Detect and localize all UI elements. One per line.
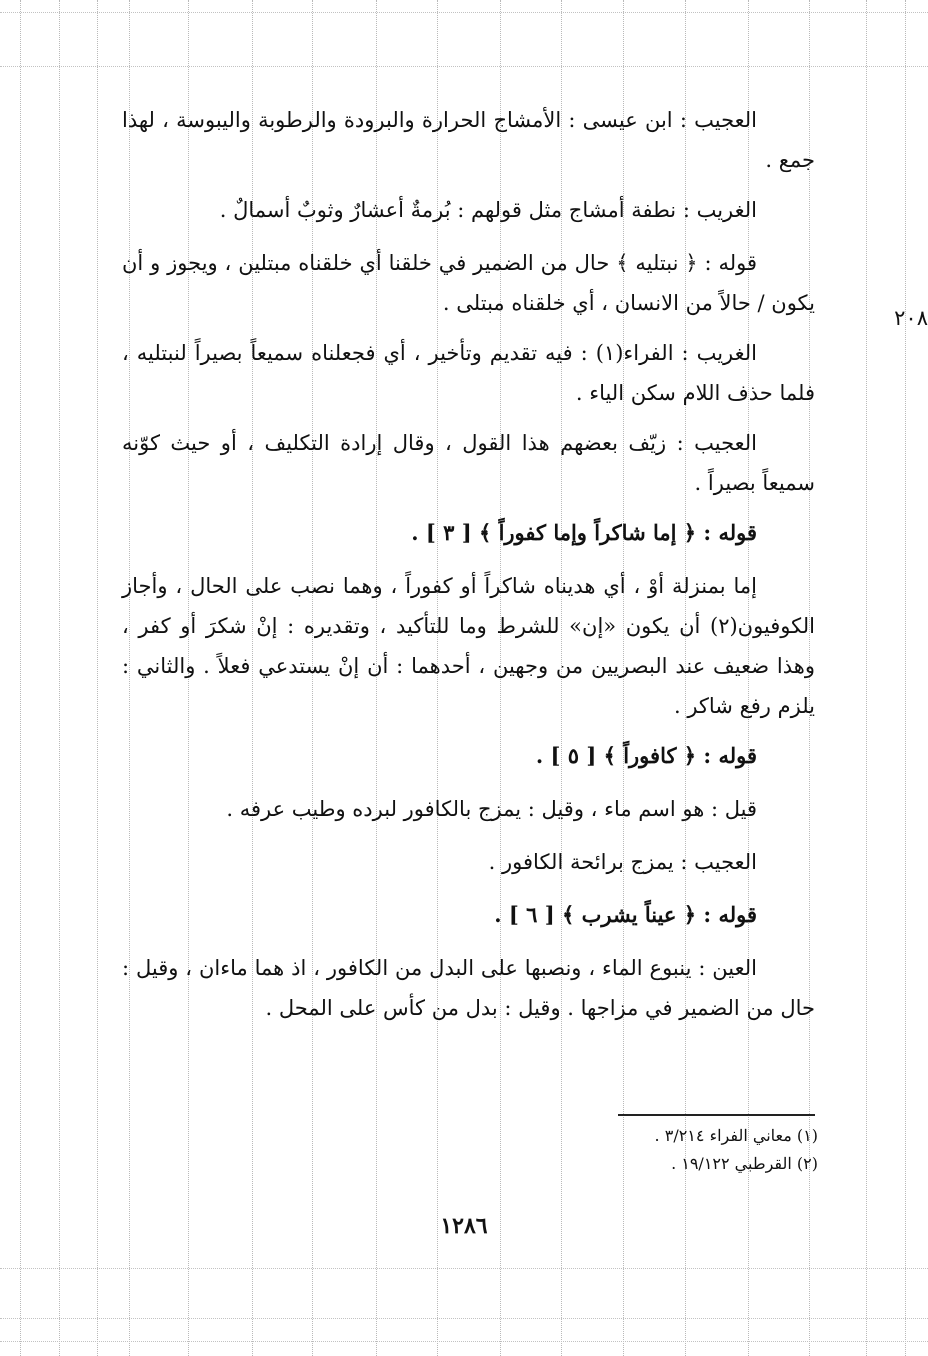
paragraph: العجيب : زيّف بعضهم هذا القول ، وقال إرادة التكليف ، أو حيث كوّنه سميعاً بصيراً . bbox=[122, 431, 815, 495]
paragraph: الغريب : نطفة أمشاج مثل قولهم : بُرمةٌ أعشارٌ وثوبٌ أسمالٌ . bbox=[219, 198, 757, 222]
verse-heading: قوله : ﴿ إما شاكراً وإما كفوراً ﴾ [ ٣ ] . bbox=[411, 520, 757, 545]
verse-heading: قوله : ﴿ كافوراً ﴾ [ ٥ ] . bbox=[535, 743, 757, 768]
scan-guide bbox=[866, 0, 867, 1356]
paragraph: قيل : هو اسم ماء ، وقيل : يمزج بالكافور لبرده وطيب عرفه . bbox=[226, 797, 757, 821]
page-number: ١٢٨٦ bbox=[440, 1213, 488, 1239]
footnote-separator bbox=[618, 1114, 815, 1116]
scan-guide bbox=[20, 0, 21, 1356]
main-text bbox=[122, 100, 815, 1038]
margin-page-reference: ٢٠٨ bbox=[894, 306, 928, 330]
footnote: (٢) القرطبي ١٩/١٢٢ . bbox=[671, 1154, 818, 1173]
scan-guide bbox=[0, 1268, 928, 1269]
scan-guide bbox=[97, 0, 98, 1356]
footnote: (١) معاني الفراء ٣/٢١٤ . bbox=[654, 1126, 818, 1145]
scan-guide bbox=[0, 1318, 928, 1319]
paragraph: العجيب : ابن عيسى : الأمشاج الحرارة والبرودة والرطوبة واليبوسة ، لهذا جمع . bbox=[122, 108, 815, 172]
paragraph: العين : ينبوع الماء ، ونصبها على البدل من الكافور ، اذ هما ماءان ، وقيل : حال من الضمير في مزاجها . وقيل : بدل من كأس على المحل . bbox=[122, 956, 815, 1020]
footnotes bbox=[500, 1122, 818, 1178]
scan-guide bbox=[0, 1341, 928, 1342]
paragraph: الغريب : الفراء(١) : فيه تقديم وتأخير ، أي فجعلناه سميعاً بصيراً لنبتليه ، فلما حذف اللام سكن الياء . bbox=[122, 341, 815, 405]
verse-heading: قوله : ﴿ عيناً يشرب ﴾ [ ٦ ] . bbox=[494, 902, 757, 927]
scan-guide bbox=[59, 0, 60, 1356]
paragraph: العجيب : يمزج برائحة الكافور . bbox=[488, 850, 757, 874]
scan-guide bbox=[0, 12, 928, 13]
paragraph: إما بمنزلة أوْ ، أي هديناه شاكراً أو كفوراً ، وهما نصب على الحال ، وأجاز الكوفيون(٢) أن يكون «إن» للشرط وما للتأكيد ، وتقديره : إنْ شكرَ أو كفر ، وهذا ضعيف عند البصريين من وجهين ، أحدهما : أن إنْ يستدعي فعلاً . والثاني : يلزم رفع شاكر . bbox=[122, 574, 815, 718]
paragraph: قوله : ﴿ نبتليه ﴾ حال من الضمير في خلقنا أي خلقناه مبتلين ، ويجوز و أن يكون / حالاً من الانسان ، أي خلقناه مبتلى . bbox=[122, 251, 815, 315]
scan-guide bbox=[0, 66, 928, 67]
scan-guide bbox=[905, 0, 906, 1356]
